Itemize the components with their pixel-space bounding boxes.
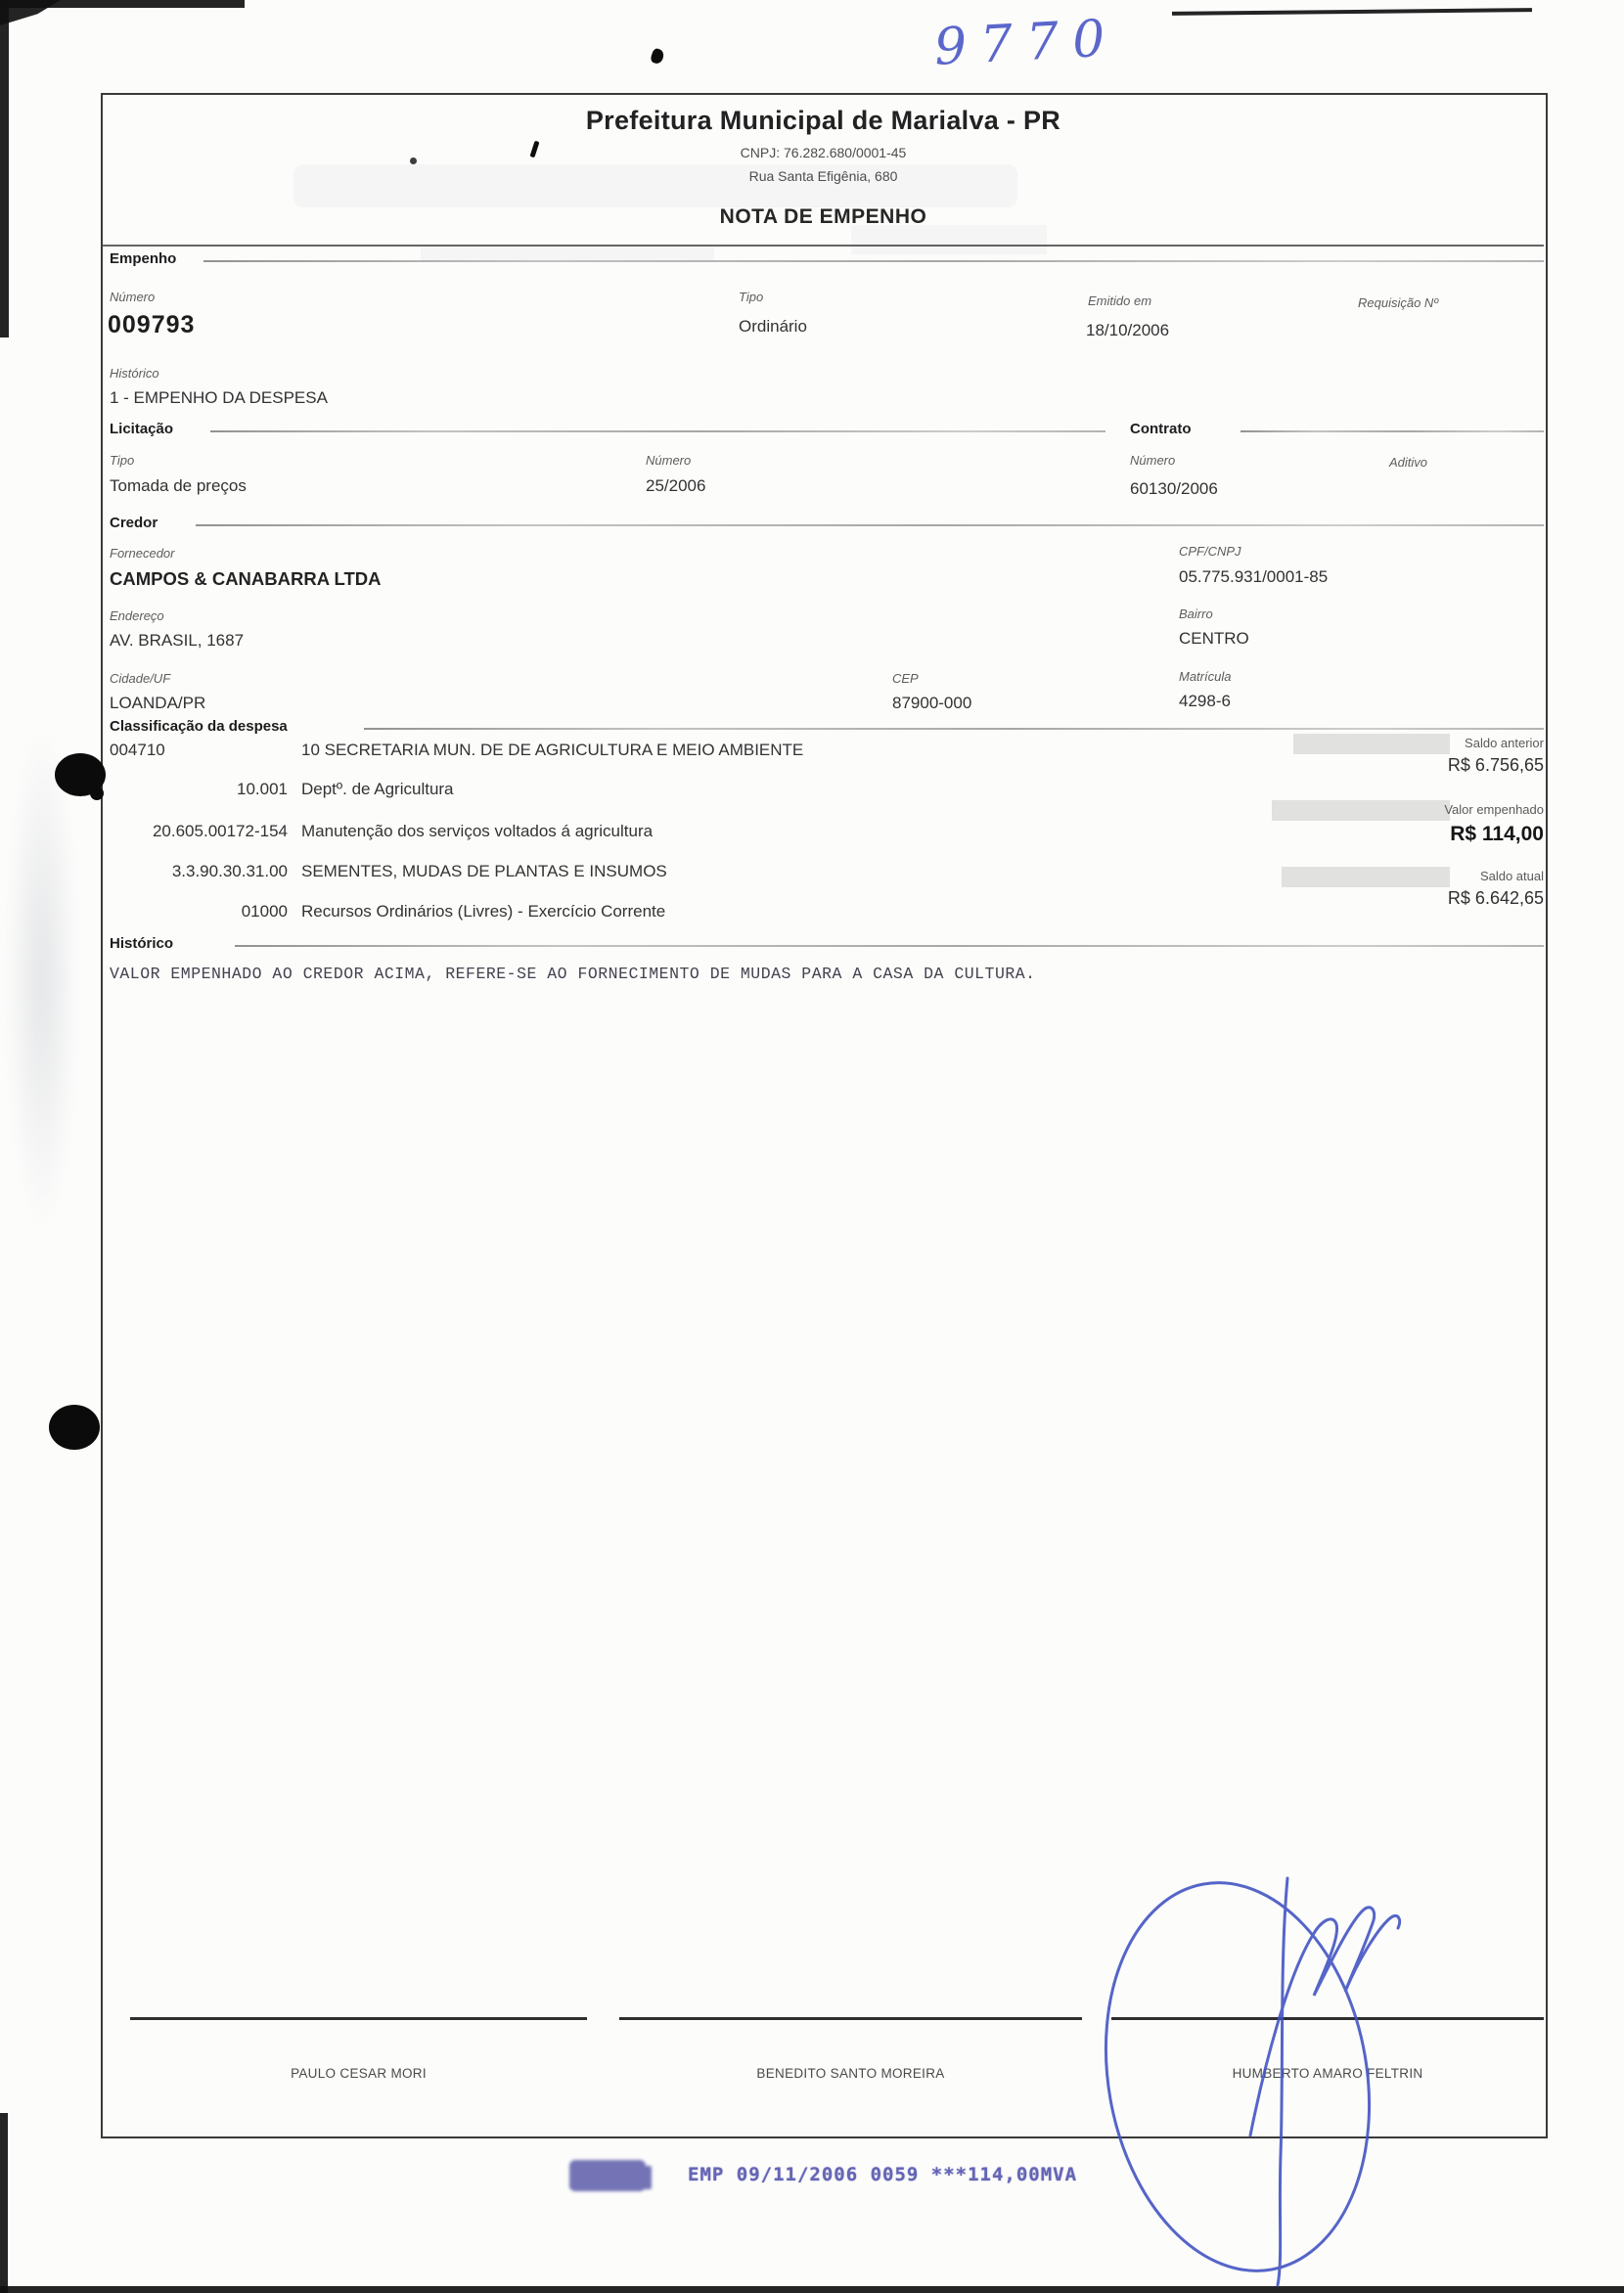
empenho-requisicao-label: Requisição Nº bbox=[1358, 295, 1439, 310]
valor-empenhado-label: Valor empenhado bbox=[1444, 802, 1544, 817]
credor-cep-label: CEP bbox=[892, 671, 919, 686]
valor-empenhado-value: R$ 114,00 bbox=[1450, 823, 1544, 845]
licitacao-section-rule bbox=[210, 430, 1105, 432]
signature-name-2: BENEDITO SANTO MOREIRA bbox=[756, 2066, 945, 2081]
credor-cpf-cnpj-label: CPF/CNPJ bbox=[1179, 544, 1241, 559]
scan-edge-top-strip bbox=[0, 0, 245, 8]
ink-speck-1 bbox=[650, 47, 665, 65]
contrato-section-rule bbox=[1241, 430, 1544, 432]
empenho-numero-label: Número bbox=[110, 290, 156, 304]
credor-matricula-label: Matrícula bbox=[1179, 669, 1232, 684]
credor-section-rule bbox=[196, 524, 1544, 526]
saldo-atual-label: Saldo atual bbox=[1479, 869, 1544, 883]
header-address: Rua Santa Efigênia, 680 bbox=[748, 168, 898, 184]
header-divider-line bbox=[102, 245, 1544, 247]
classificacao-row bbox=[110, 822, 1274, 841]
saldo-atual-band bbox=[1282, 867, 1450, 887]
scan-edge-left-top bbox=[0, 0, 9, 337]
empenho-tipo-value: Ordinário bbox=[739, 317, 807, 336]
contrato-numero-label: Número bbox=[1130, 453, 1176, 468]
contrato-numero-value: 60130/2006 bbox=[1130, 479, 1218, 498]
credor-fornecedor-value: CAMPOS & CANABARRA LTDA bbox=[110, 568, 382, 589]
scan-edge-top-right bbox=[1172, 8, 1532, 16]
document-title: Prefeitura Municipal de Marialva - PR bbox=[585, 106, 1061, 135]
credor-cep-value: 87900-000 bbox=[892, 694, 972, 712]
saldo-anterior-label: Saldo anterior bbox=[1465, 736, 1544, 750]
licitacao-tipo-value: Tomada de preços bbox=[110, 476, 247, 495]
licitacao-numero-value: 25/2006 bbox=[646, 476, 706, 495]
credor-fornecedor-label: Fornecedor bbox=[110, 546, 175, 561]
classificacao-section-label: Classificação da despesa bbox=[110, 718, 288, 735]
classificacao-section-rule bbox=[364, 728, 1544, 730]
empenho-emitido-label: Emitido em bbox=[1088, 293, 1152, 308]
classificacao-row-desc: SEMENTES, MUDAS DE PLANTAS E INSUMOS bbox=[301, 862, 667, 880]
licitacao-numero-label: Número bbox=[646, 453, 692, 468]
empenho-historico-value: 1 - EMPENHO DA DESPESA bbox=[110, 388, 328, 407]
classificacao-row-code: 20.605.00172-154 bbox=[152, 822, 288, 840]
credor-cpf-cnpj-value: 05.775.931/0001-85 bbox=[1179, 567, 1329, 586]
classificacao-row-code: 01000 bbox=[241, 902, 288, 921]
stamp-logo bbox=[569, 2160, 646, 2191]
credor-section-label: Credor bbox=[110, 515, 158, 531]
valor-empenhado-band bbox=[1272, 800, 1450, 821]
empenho-numero-value: 009793 bbox=[108, 311, 196, 338]
stamp-text: EMP 09/11/2006 0059 ***114,00MVA bbox=[688, 2164, 1078, 2185]
contrato-aditivo-label: Aditivo bbox=[1389, 455, 1428, 470]
classificacao-row-code: 10.001 bbox=[237, 780, 288, 798]
classificacao-row-code: 004710 bbox=[110, 741, 165, 759]
header-cnpj: CNPJ: 76.282.680/0001-45 bbox=[740, 145, 907, 160]
signature-line-1 bbox=[130, 2017, 587, 2020]
document-type-title: NOTA DE EMPENHO bbox=[719, 205, 927, 228]
historico-text: VALOR EMPENHADO AO CREDOR ACIMA, REFERE-SE AO FORNECIMENTO DE MUDAS PARA A CASA DA CULTURA. bbox=[110, 965, 1036, 983]
handwritten-number: 9770 bbox=[932, 9, 1120, 77]
credor-matricula-value: 4298-6 bbox=[1179, 692, 1231, 710]
credor-endereco-value: AV. BRASIL, 1687 bbox=[110, 631, 245, 650]
credor-cidade-label: Cidade/UF bbox=[110, 671, 171, 686]
saldo-anterior-value: R$ 6.756,65 bbox=[1447, 755, 1544, 775]
licitacao-tipo-label: Tipo bbox=[110, 453, 135, 468]
credor-cidade-value: LOANDA/PR bbox=[110, 694, 206, 712]
classificacao-row bbox=[110, 902, 1274, 922]
classificacao-row bbox=[110, 780, 1274, 799]
empenho-tipo-label: Tipo bbox=[739, 290, 764, 304]
empenho-historico-label: Histórico bbox=[110, 366, 159, 381]
signature-name-1: PAULO CESAR MORI bbox=[291, 2066, 427, 2081]
historico-section-label: Histórico bbox=[110, 935, 174, 952]
credor-bairro-value: CENTRO bbox=[1179, 629, 1249, 648]
credor-endereco-label: Endereço bbox=[110, 608, 164, 623]
empenho-emitido-value: 18/10/2006 bbox=[1086, 321, 1170, 339]
saldo-anterior-band bbox=[1293, 734, 1450, 754]
signature-name-3: HUMBERTO AMARO FELTRIN bbox=[1232, 2066, 1423, 2081]
saldo-atual-value: R$ 6.642,65 bbox=[1447, 888, 1544, 908]
signature-line-2 bbox=[619, 2017, 1082, 2020]
historico-section-rule bbox=[235, 945, 1544, 947]
classificacao-row-desc: Deptº. de Agricultura bbox=[301, 780, 454, 798]
classificacao-row-desc: 10 SECRETARIA MUN. DE DE AGRICULTURA E MEIO AMBIENTE bbox=[301, 741, 804, 759]
licitacao-section-label: Licitação bbox=[110, 421, 174, 437]
classificacao-row bbox=[110, 741, 1274, 760]
empenho-section-label: Empenho bbox=[110, 250, 177, 267]
scan-edge-left-bottom bbox=[0, 2113, 8, 2293]
scan-smudge-left bbox=[6, 724, 78, 1233]
handwritten-signature bbox=[1057, 1827, 1477, 2287]
classificacao-row-desc: Manutenção dos serviços voltados á agricultura bbox=[301, 822, 654, 840]
hole-punch-mark-bottom bbox=[49, 1405, 100, 1450]
hole-punch-mark-top-tail bbox=[90, 787, 104, 800]
contrato-section-label: Contrato bbox=[1130, 421, 1192, 437]
credor-bairro-label: Bairro bbox=[1179, 607, 1213, 621]
empenho-section-rule bbox=[203, 260, 1544, 262]
classificacao-row-desc: Recursos Ordinários (Livres) - Exercício Corrente bbox=[301, 902, 666, 921]
classificacao-row bbox=[110, 862, 1274, 881]
classificacao-row-code: 3.3.90.30.31.00 bbox=[171, 862, 288, 880]
scan-edge-bottom bbox=[0, 2286, 1624, 2293]
